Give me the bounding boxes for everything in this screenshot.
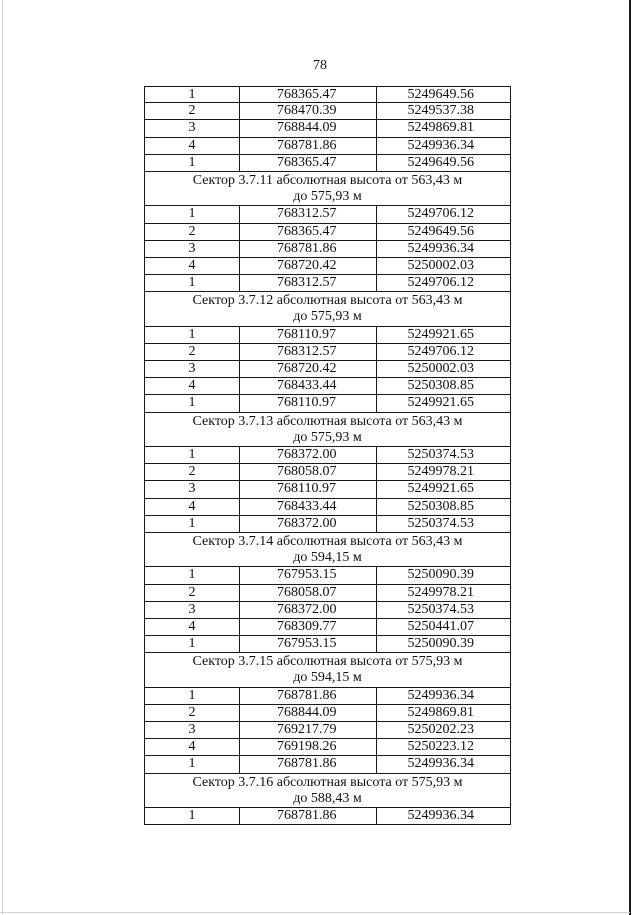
point-number-cell: 3 [145, 361, 240, 377]
table-row [144, 585, 511, 602]
x-coordinate-cell: 768720.42 [240, 258, 377, 274]
point-number-cell: 1 [145, 327, 240, 343]
point-number-cell: 2 [145, 224, 240, 240]
sector-heading [144, 533, 511, 567]
table-row [144, 155, 511, 172]
y-coordinate-cell: 5249706.12 [407, 343, 474, 359]
sector-heading-line2: до 575,93 м [293, 188, 362, 204]
sector-heading-line1: Сектор 3.7.14 абсолютная высота от 563,43 м [192, 533, 463, 549]
y-coordinate-cell: 5249921.65 [407, 326, 474, 342]
x-coordinate-cell: 768110.97 [240, 327, 377, 343]
sector-heading-line2: до 594,15 м [293, 549, 362, 565]
x-coordinate-cell: 768781.86 [240, 241, 377, 257]
table-row [144, 378, 511, 395]
x-coordinate-cell: 769198.26 [240, 739, 377, 755]
table-row [144, 138, 511, 155]
point-number-cell: 4 [145, 499, 240, 515]
point-number-cell: 4 [145, 619, 240, 635]
table-row [144, 619, 511, 636]
x-coordinate-cell: 768720.42 [240, 361, 377, 377]
table-row [144, 739, 511, 756]
y-coordinate-cell: 5250308.85 [407, 498, 474, 514]
x-coordinate-cell: 769217.79 [240, 722, 377, 738]
table-row [144, 808, 511, 825]
scan-edge-right [629, 0, 631, 915]
sector-heading-line2: до 575,93 м [293, 429, 362, 445]
x-coordinate-cell: 768365.47 [240, 224, 377, 240]
sector-heading [144, 172, 511, 206]
x-coordinate-cell: 768312.57 [240, 206, 377, 222]
y-coordinate-cell: 5249706.12 [407, 275, 474, 291]
table-row [144, 395, 511, 412]
y-coordinate-cell: 5249706.12 [407, 206, 474, 222]
x-coordinate-cell: 768110.97 [240, 481, 377, 497]
point-number-cell: 3 [145, 241, 240, 257]
x-coordinate-cell: 768433.44 [240, 378, 377, 394]
x-coordinate-cell: 768309.77 [240, 619, 377, 635]
point-number-cell: 1 [145, 808, 240, 824]
page-number: 78 [313, 58, 327, 73]
table-row [144, 327, 511, 344]
sector-heading-line2: до 588,43 м [293, 790, 362, 806]
y-coordinate-cell: 5250090.39 [407, 636, 474, 652]
table-row [144, 206, 511, 223]
point-number-cell: 3 [145, 481, 240, 497]
y-coordinate-cell: 5249978.21 [407, 464, 474, 480]
table-row [144, 602, 511, 619]
table-row [144, 86, 511, 103]
y-coordinate-cell: 5249936.34 [407, 240, 474, 256]
point-number-cell: 1 [145, 447, 240, 463]
y-coordinate-cell: 5250002.03 [407, 361, 474, 377]
point-number-cell: 1 [145, 395, 240, 411]
scan-edge-left [2, 0, 3, 915]
x-coordinate-cell: 768365.47 [240, 87, 377, 102]
sector-heading-line2: до 594,15 м [293, 670, 362, 686]
y-coordinate-cell: 5249869.81 [407, 120, 474, 136]
x-coordinate-cell: 768781.86 [240, 756, 377, 772]
point-number-cell: 4 [145, 739, 240, 755]
table-row [144, 722, 511, 739]
point-number-cell: 2 [145, 585, 240, 601]
table-row [144, 103, 511, 120]
sector-heading-line1: Сектор 3.7.13 абсолютная высота от 563,43 м [192, 413, 463, 429]
y-coordinate-cell: 5249921.65 [407, 395, 474, 411]
x-coordinate-cell: 768781.86 [240, 808, 377, 824]
x-coordinate-cell: 768312.57 [240, 344, 377, 360]
point-number-cell: 4 [145, 138, 240, 154]
y-coordinate-cell: 5249649.56 [407, 87, 474, 102]
table-row [144, 756, 511, 773]
table-row [144, 447, 511, 464]
sector-heading [144, 292, 511, 326]
point-number-cell: 1 [145, 275, 240, 291]
scan-edge-bottom [0, 912, 630, 913]
sector-heading-line1: Сектор 3.7.12 абсолютная высота от 563,43 м [192, 293, 463, 309]
point-number-cell: 2 [145, 464, 240, 480]
y-coordinate-cell: 5250308.85 [407, 378, 474, 394]
x-coordinate-cell: 768844.09 [240, 705, 377, 721]
sector-heading-line2: до 575,93 м [293, 309, 362, 325]
x-coordinate-cell: 768058.07 [240, 585, 377, 601]
point-number-cell: 1 [145, 567, 240, 583]
point-number-cell: 4 [145, 258, 240, 274]
y-coordinate-cell: 5250374.53 [407, 601, 474, 617]
y-coordinate-cell: 5249936.34 [407, 687, 474, 703]
point-number-cell: 3 [145, 120, 240, 136]
sector-heading [144, 774, 511, 808]
point-number-cell: 3 [145, 722, 240, 738]
y-coordinate-cell: 5250441.07 [407, 618, 474, 634]
x-coordinate-cell: 768372.00 [240, 602, 377, 618]
table-row [144, 344, 511, 361]
point-number-cell: 2 [145, 705, 240, 721]
table-row [144, 516, 511, 533]
table-row [144, 258, 511, 275]
table-row [144, 120, 511, 137]
y-coordinate-cell: 5250374.53 [407, 446, 474, 462]
x-coordinate-cell: 768844.09 [240, 120, 377, 136]
x-coordinate-cell: 768433.44 [240, 499, 377, 515]
sector-heading-line1: Сектор 3.7.15 абсолютная высота от 575,93 м [192, 654, 463, 670]
sector-heading-line1: Сектор 3.7.16 абсолютная высота от 575,93 м [192, 774, 463, 790]
y-coordinate-cell: 5249978.21 [407, 584, 474, 600]
table-row [144, 636, 511, 653]
point-number-cell: 4 [145, 378, 240, 394]
y-coordinate-cell: 5249649.56 [407, 154, 474, 170]
coordinates-table [144, 86, 511, 825]
table-row [144, 361, 511, 378]
table-row [144, 275, 511, 292]
y-coordinate-cell: 5249936.34 [407, 807, 474, 823]
x-coordinate-cell: 768781.86 [240, 138, 377, 154]
y-coordinate-cell: 5249649.56 [407, 223, 474, 239]
point-number-cell: 3 [145, 602, 240, 618]
y-coordinate-cell: 5249936.34 [407, 756, 474, 772]
x-coordinate-cell: 768781.86 [240, 688, 377, 704]
table-row [144, 481, 511, 498]
y-coordinate-cell: 5249537.38 [407, 103, 474, 119]
sector-heading-line1: Сектор 3.7.11 абсолютная высота от 563,43 м [192, 172, 463, 188]
table-row [144, 224, 511, 241]
table-row [144, 464, 511, 481]
y-coordinate-cell: 5249869.81 [407, 704, 474, 720]
y-coordinate-cell: 5250090.39 [407, 567, 474, 583]
table-row [144, 688, 511, 705]
y-coordinate-cell: 5250202.23 [407, 722, 474, 738]
x-coordinate-cell: 768058.07 [240, 464, 377, 480]
sector-heading [144, 413, 511, 447]
x-coordinate-cell: 767953.15 [240, 636, 377, 652]
x-coordinate-cell: 768365.47 [240, 155, 377, 171]
point-number-cell: 1 [145, 516, 240, 532]
x-coordinate-cell: 768110.97 [240, 395, 377, 411]
point-number-cell: 1 [145, 87, 240, 102]
x-coordinate-cell: 768372.00 [240, 516, 377, 532]
x-coordinate-cell: 768372.00 [240, 447, 377, 463]
x-coordinate-cell: 768470.39 [240, 103, 377, 119]
point-number-cell: 1 [145, 155, 240, 171]
point-number-cell: 1 [145, 756, 240, 772]
y-coordinate-cell: 5250374.53 [407, 515, 474, 531]
table-row [144, 567, 511, 584]
sector-heading [144, 653, 511, 687]
point-number-cell: 2 [145, 103, 240, 119]
x-coordinate-cell: 767953.15 [240, 567, 377, 583]
point-number-cell: 1 [145, 206, 240, 222]
table-row [144, 241, 511, 258]
y-coordinate-cell: 5250002.03 [407, 257, 474, 273]
y-coordinate-cell: 5249936.34 [407, 137, 474, 153]
x-coordinate-cell: 768312.57 [240, 275, 377, 291]
table-row [144, 705, 511, 722]
point-number-cell: 2 [145, 344, 240, 360]
point-number-cell: 1 [145, 636, 240, 652]
point-number-cell: 1 [145, 688, 240, 704]
table-row [144, 499, 511, 516]
y-coordinate-cell: 5250223.12 [407, 739, 474, 755]
y-coordinate-cell: 5249921.65 [407, 481, 474, 497]
